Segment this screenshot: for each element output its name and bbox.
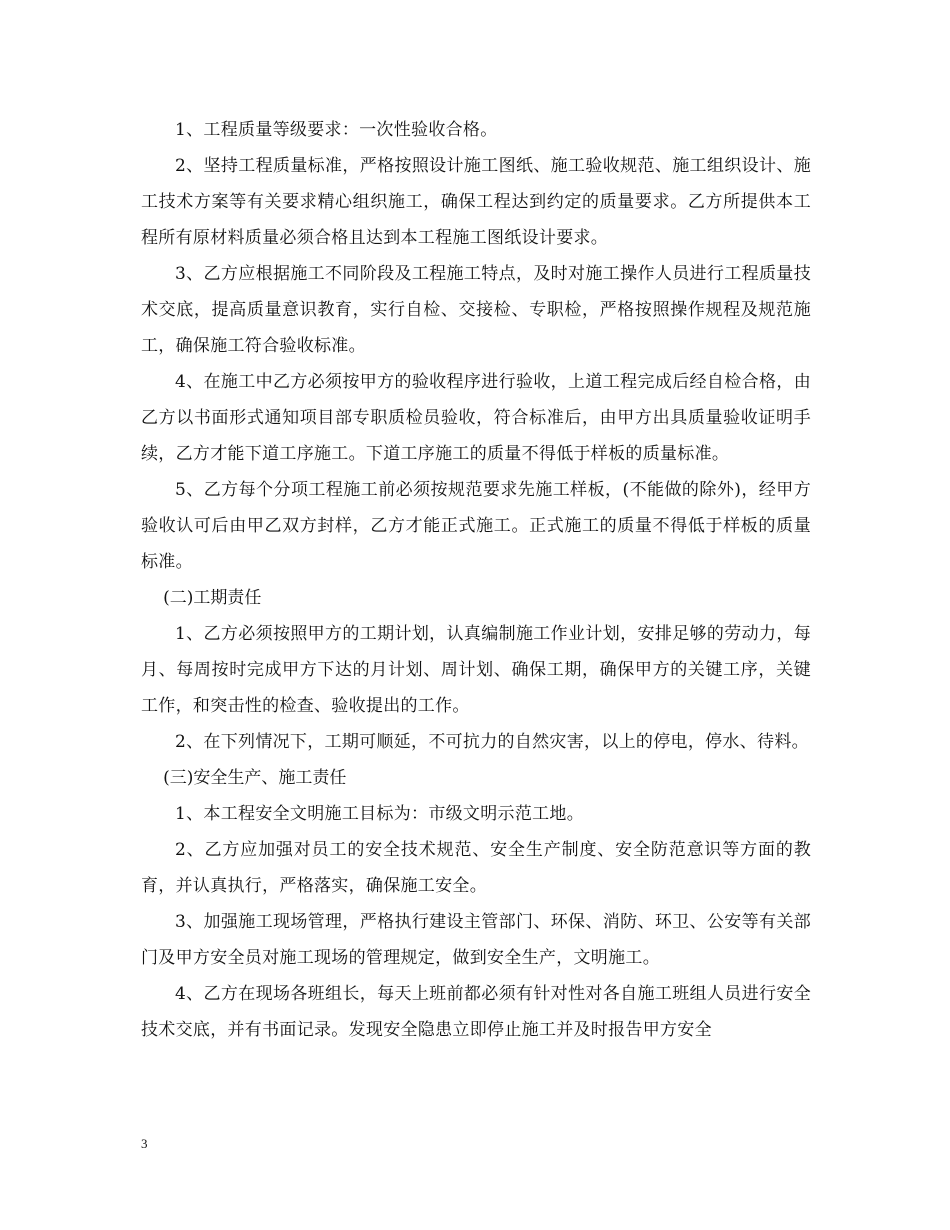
paragraph-safety-3: 3、加强施工现场管理，严格执行建设主管部门、环保、消防、环卫、公安等有关部门及甲方安全员对施工现场的管理规定，做到安全生产，文明施工。 [141,912,811,968]
paragraph-schedule-2: 2、在下列情况下，工期可顺延，不可抗力的自然灾害，以上的停电，停水、待料。 [175,732,809,752]
paragraph-safety-1: 1、本工程安全文明施工目标为：市级文明示范工地。 [175,804,585,824]
page-number: 3 [141,1136,148,1151]
paragraph-schedule-1: 1、乙方必须按照甲方的工期计划，认真编制施工作业计划，安排足够的劳动力，每月、每周按时完成甲方下达的月计划、周计划、确保工期，确保甲方的关键工序，关键工作，和突击性的检查、验收提出的工作。 [141,624,811,716]
paragraph-quality-2: 2、坚持工程质量标准，严格按照设计施工图纸、施工验收规范、施工组织设计、施工技术方案等有关要求精心组织施工，确保工程达到约定的质量要求。乙方所提供本工程所有原材料质量必须合格且达到本工程施工图纸设计要求。 [141,156,811,248]
paragraph-quality-4: 4、在施工中乙方必须按甲方的验收程序进行验收，上道工程完成后经自检合格，由乙方以书面形式通知项目部专职质检员验收，符合标准后，由甲方出具质量验收证明手续，乙方才能下道工序施工。下道工序施工的质量不得低于样板的质量标准。 [141,372,811,464]
section-heading-safety: (三)安全生产、施工责任 [163,768,347,788]
paragraph-safety-2: 2、乙方应加强对员工的安全技术规范、安全生产制度、安全防范意识等方面的教育，并认真执行，严格落实，确保施工安全。 [141,840,811,896]
paragraph-quality-5: 5、乙方每个分项工程施工前必须按规范要求先施工样板，(不能做的除外)，经甲方验收认可后由甲乙双方封样，乙方才能正式施工。正式施工的质量不得低于样板的质量标准。 [141,480,811,572]
paragraph-safety-4: 4、乙方在现场各班组长，每天上班前都必须有针对性对各自施工班组人员进行安全技术交底，并有书面记录。发现安全隐患立即停止施工并及时报告甲方安全 [141,984,811,1040]
document-body [141,112,811,1048]
paragraph-quality-3: 3、乙方应根据施工不同阶段及工程施工特点，及时对施工操作人员进行工程质量技术交底，提高质量意识教育，实行自检、交接检、专职检，严格按照操作规程及规范施工，确保施工符合验收标准。 [141,264,811,356]
section-heading-schedule: (二)工期责任 [163,588,262,608]
paragraph-quality-1: 1、工程质量等级要求：一次性验收合格。 [175,120,498,140]
